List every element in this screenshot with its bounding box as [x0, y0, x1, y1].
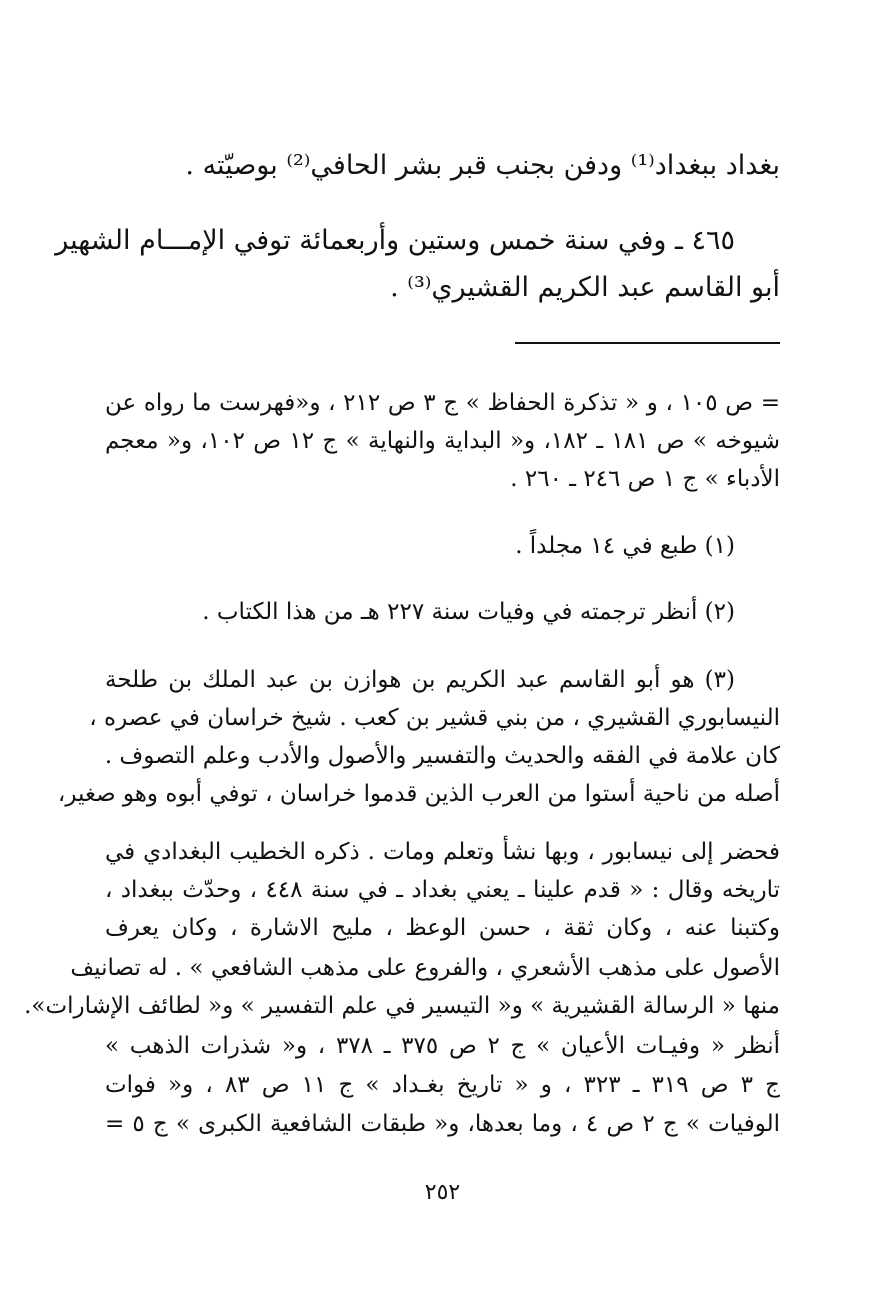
footnote-3-line-3: كان علامة في الفقه والحديث والتفسير والأصول والأدب وعلم التصوف .: [104, 743, 780, 769]
main-text-line-1: بغداد ببغداد⁽¹⁾ ودفن بجنب قبر بشر الحافي⁽²⁾ بوصيّته .: [185, 150, 780, 181]
main-text-line-2: ٤٦٥ ـ وفي سنة خمس وستين وأربعمائة توفي الإمـــام الشهير: [55, 225, 735, 256]
footnote-2: (٢) أنظر ترجمته في وفيات سنة ٢٢٧ هـ من هذا الكتاب .: [202, 599, 735, 625]
footnote-3-line-5: فحضر إلى نيسابور ، وبها نشأ وتعلم ومات . ذكره الخطيب البغدادي في: [105, 839, 780, 865]
footnote-separator: [515, 342, 780, 344]
footnote-continued-line-3: الأدباء » ج ١ ص ٢٤٦ ـ ٢٦٠ .: [510, 466, 780, 492]
footnote-3-line-8: الأصول على مذهب الأشعري ، والفروع على مذهب الشافعي » . له تصانيف: [70, 955, 780, 981]
footnote-continued-line-1: = ص ١٠٥ ، و « تذكرة الحفاظ » ج ٣ ص ٢١٢ ، و«فهرست ما رواه عن: [105, 390, 780, 416]
footnote-3-line-12: الوفيات » ج ٢ ص ٤ ، وما بعدها، و« طبقات الشافعية الكبرى » ج ٥ =: [105, 1111, 780, 1137]
footnote-3-line-2: النيسابوري القشيري ، من بني قشير بن كعب . شيخ خراسان في عصره ،: [89, 705, 780, 731]
footnote-1: (١) طبع في ١٤ مجلداً .: [515, 533, 735, 559]
footnote-3-line-10: أنظر « وفيـات الأعيان » ج ٢ ص ٣٧٥ ـ ٣٧٨ ، و« شذرات الذهب »: [105, 1033, 780, 1059]
footnote-3-line-11: ج ٣ ص ٣١٩ ـ ٣٢٣ ، و « تاريخ بغـداد » ج ١١ ص ٨٣ ، و« فوات: [105, 1072, 780, 1098]
page-number: ٢٥٢: [424, 1180, 461, 1205]
footnote-continued-line-2: شيوخه » ص ١٨١ ـ ١٨٢، و« البداية والنهاية » ج ١٢ ص ١٠٢، و« معجم: [105, 428, 780, 454]
footnote-3-line-9: منها « الرسالة القشيرية » و« التيسير في علم التفسير » و« لطائف الإشارات».: [24, 993, 780, 1019]
footnote-3-line-7: وكتبنا عنه ، وكان ثقة ، حسن الوعظ ، مليح الاشارة ، وكان يعرف: [105, 915, 780, 941]
footnote-3-line-4: أصله من ناحية أستوا من العرب الذين قدموا خراسان ، توفي أبوه وهو صغير،: [57, 781, 780, 807]
footnote-3-line-6: تاريخه وقال : « قدم علينا ـ يعني بغداد ـ في سنة ٤٤٨ ، وحدّث ببغداد ،: [105, 877, 780, 903]
main-text-line-3: أبو القاسم عبد الكريم القشيري⁽³⁾ .: [390, 272, 780, 303]
footnote-3-line-1: (٣) هو أبو القاسم عبد الكريم بن هوازن بن عبد الملك بن طلحة: [105, 667, 735, 693]
